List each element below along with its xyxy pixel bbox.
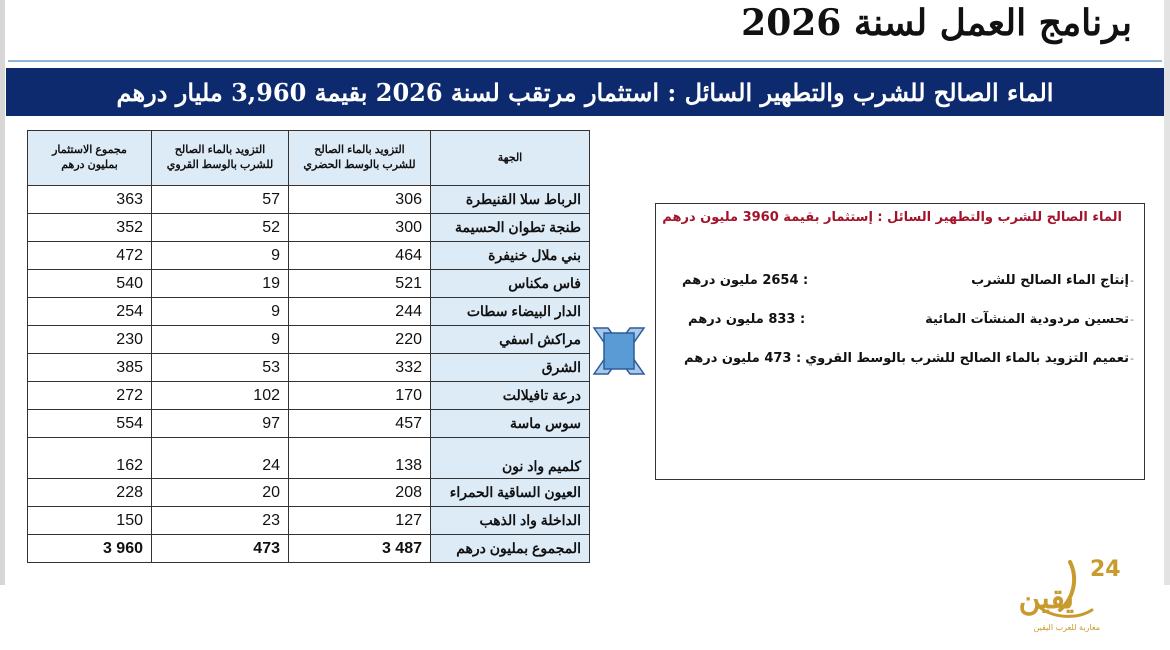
cell-rural: 57 xyxy=(152,186,289,214)
summary-item-value: : 473 مليون درهم xyxy=(684,351,802,366)
cell-urban: 457 xyxy=(289,410,431,438)
banner-text: الماء الصالح للشرب والتطهير السائل : استثمار مرتقب لسنة 2026 بقيمة 3,960 مليار درهم xyxy=(116,77,1054,107)
table-row xyxy=(28,382,590,410)
table-total-row xyxy=(28,535,590,563)
double-arrow-icon xyxy=(590,325,648,377)
cell-region: درعة تافيلالت xyxy=(431,382,590,410)
investment-table xyxy=(27,130,590,563)
cell-rural: 9 xyxy=(152,326,289,354)
bullet-dash: - xyxy=(1130,274,1134,287)
total-cell-total: 3 960 xyxy=(28,535,152,563)
cell-total: 540 xyxy=(28,270,152,298)
table-row xyxy=(28,410,590,438)
cell-total: 385 xyxy=(28,354,152,382)
cell-region: الشرق xyxy=(431,354,590,382)
cell-total: 363 xyxy=(28,186,152,214)
header-rural: التزويد بالماء الصالح للشرب بالوسط القروي xyxy=(152,131,289,186)
logo-name: يقين xyxy=(1018,581,1074,616)
banner xyxy=(6,68,1164,116)
total-cell-urban: 3 487 xyxy=(289,535,431,563)
cell-rural: 9 xyxy=(152,298,289,326)
cell-rural: 23 xyxy=(152,507,289,535)
summary-heading: الماء الصالح للشرب والتطهير السائل : إستثمار بقيمة 3960 مليون درهم xyxy=(662,210,1122,225)
cell-urban: 332 xyxy=(289,354,431,382)
cell-total: 162 xyxy=(28,438,152,479)
cell-total: 554 xyxy=(28,410,152,438)
header-total: مجموع الاستثمار بمليون درهم xyxy=(28,131,152,186)
cell-total: 472 xyxy=(28,242,152,270)
cell-region: الدار البيضاء سطات xyxy=(431,298,590,326)
summary-item-label: تحسين مردودية المنشآت المائية xyxy=(925,312,1130,327)
bullet-dash: - xyxy=(1130,313,1134,326)
yaqeen-logo xyxy=(1018,548,1156,640)
summary-item xyxy=(684,351,1134,366)
cell-urban: 208 xyxy=(289,479,431,507)
cell-region: العيون الساقية الحمراء xyxy=(431,479,590,507)
cell-total: 230 xyxy=(28,326,152,354)
title-divider xyxy=(8,60,1162,62)
cell-rural: 52 xyxy=(152,214,289,242)
cell-total: 150 xyxy=(28,507,152,535)
cell-total: 272 xyxy=(28,382,152,410)
cell-region: سوس ماسة xyxy=(431,410,590,438)
cell-urban: 300 xyxy=(289,214,431,242)
header-region: الجهة xyxy=(431,131,590,186)
cell-total: 254 xyxy=(28,298,152,326)
cell-urban: 521 xyxy=(289,270,431,298)
summary-item-label: تعميم التزويد بالماء الصالح للشرب بالوسط القروي xyxy=(805,351,1130,366)
cell-region: طنجة تطوان الحسيمة xyxy=(431,214,590,242)
total-cell-rural: 473 xyxy=(152,535,289,563)
cell-region: بني ملال خنيفرة xyxy=(431,242,590,270)
page-title: برنامج العمل لسنة 2026 xyxy=(741,2,1132,44)
table-header-row xyxy=(28,131,590,186)
cell-urban: 127 xyxy=(289,507,431,535)
summary-item-value: : 833 مليون درهم xyxy=(688,312,806,327)
cell-region: كلميم واد نون xyxy=(431,438,590,479)
summary-item xyxy=(688,312,1134,327)
bullet-dash: - xyxy=(1130,352,1134,365)
cell-rural: 24 xyxy=(152,438,289,479)
total-cell-label: المجموع بمليون درهم xyxy=(431,535,590,563)
cell-rural: 97 xyxy=(152,410,289,438)
table-row xyxy=(28,354,590,382)
summary-item-label: إنتاج الماء الصالح للشرب xyxy=(971,273,1130,288)
cell-region: مراكش اسفي xyxy=(431,326,590,354)
cell-region: الرباط سلا القنيطرة xyxy=(431,186,590,214)
table-row xyxy=(28,507,590,535)
summary-item xyxy=(682,273,1134,288)
summary-item-value: : 2654 مليون درهم xyxy=(682,273,809,288)
cell-total: 352 xyxy=(28,214,152,242)
table-row xyxy=(28,479,590,507)
cell-urban: 138 xyxy=(289,438,431,479)
table-row xyxy=(28,438,590,479)
cell-rural: 20 xyxy=(152,479,289,507)
header-urban: التزويد بالماء الصالح للشرب بالوسط الحضري xyxy=(289,131,431,186)
cell-urban: 170 xyxy=(289,382,431,410)
cell-urban: 464 xyxy=(289,242,431,270)
table-row xyxy=(28,186,590,214)
cell-total: 228 xyxy=(28,479,152,507)
cell-urban: 306 xyxy=(289,186,431,214)
cell-rural: 19 xyxy=(152,270,289,298)
cell-rural: 9 xyxy=(152,242,289,270)
table-row xyxy=(28,326,590,354)
summary-box xyxy=(655,203,1145,480)
logo-tagline: مغاربة للعرب اليقين xyxy=(1033,623,1100,632)
cell-urban: 220 xyxy=(289,326,431,354)
logo-number: 24 xyxy=(1090,557,1121,582)
cell-rural: 102 xyxy=(152,382,289,410)
table-row xyxy=(28,298,590,326)
cell-region: فاس مكناس xyxy=(431,270,590,298)
table-row xyxy=(28,242,590,270)
table-row xyxy=(28,270,590,298)
table-row xyxy=(28,214,590,242)
cell-rural: 53 xyxy=(152,354,289,382)
cell-urban: 244 xyxy=(289,298,431,326)
cell-region: الداخلة واد الذهب xyxy=(431,507,590,535)
